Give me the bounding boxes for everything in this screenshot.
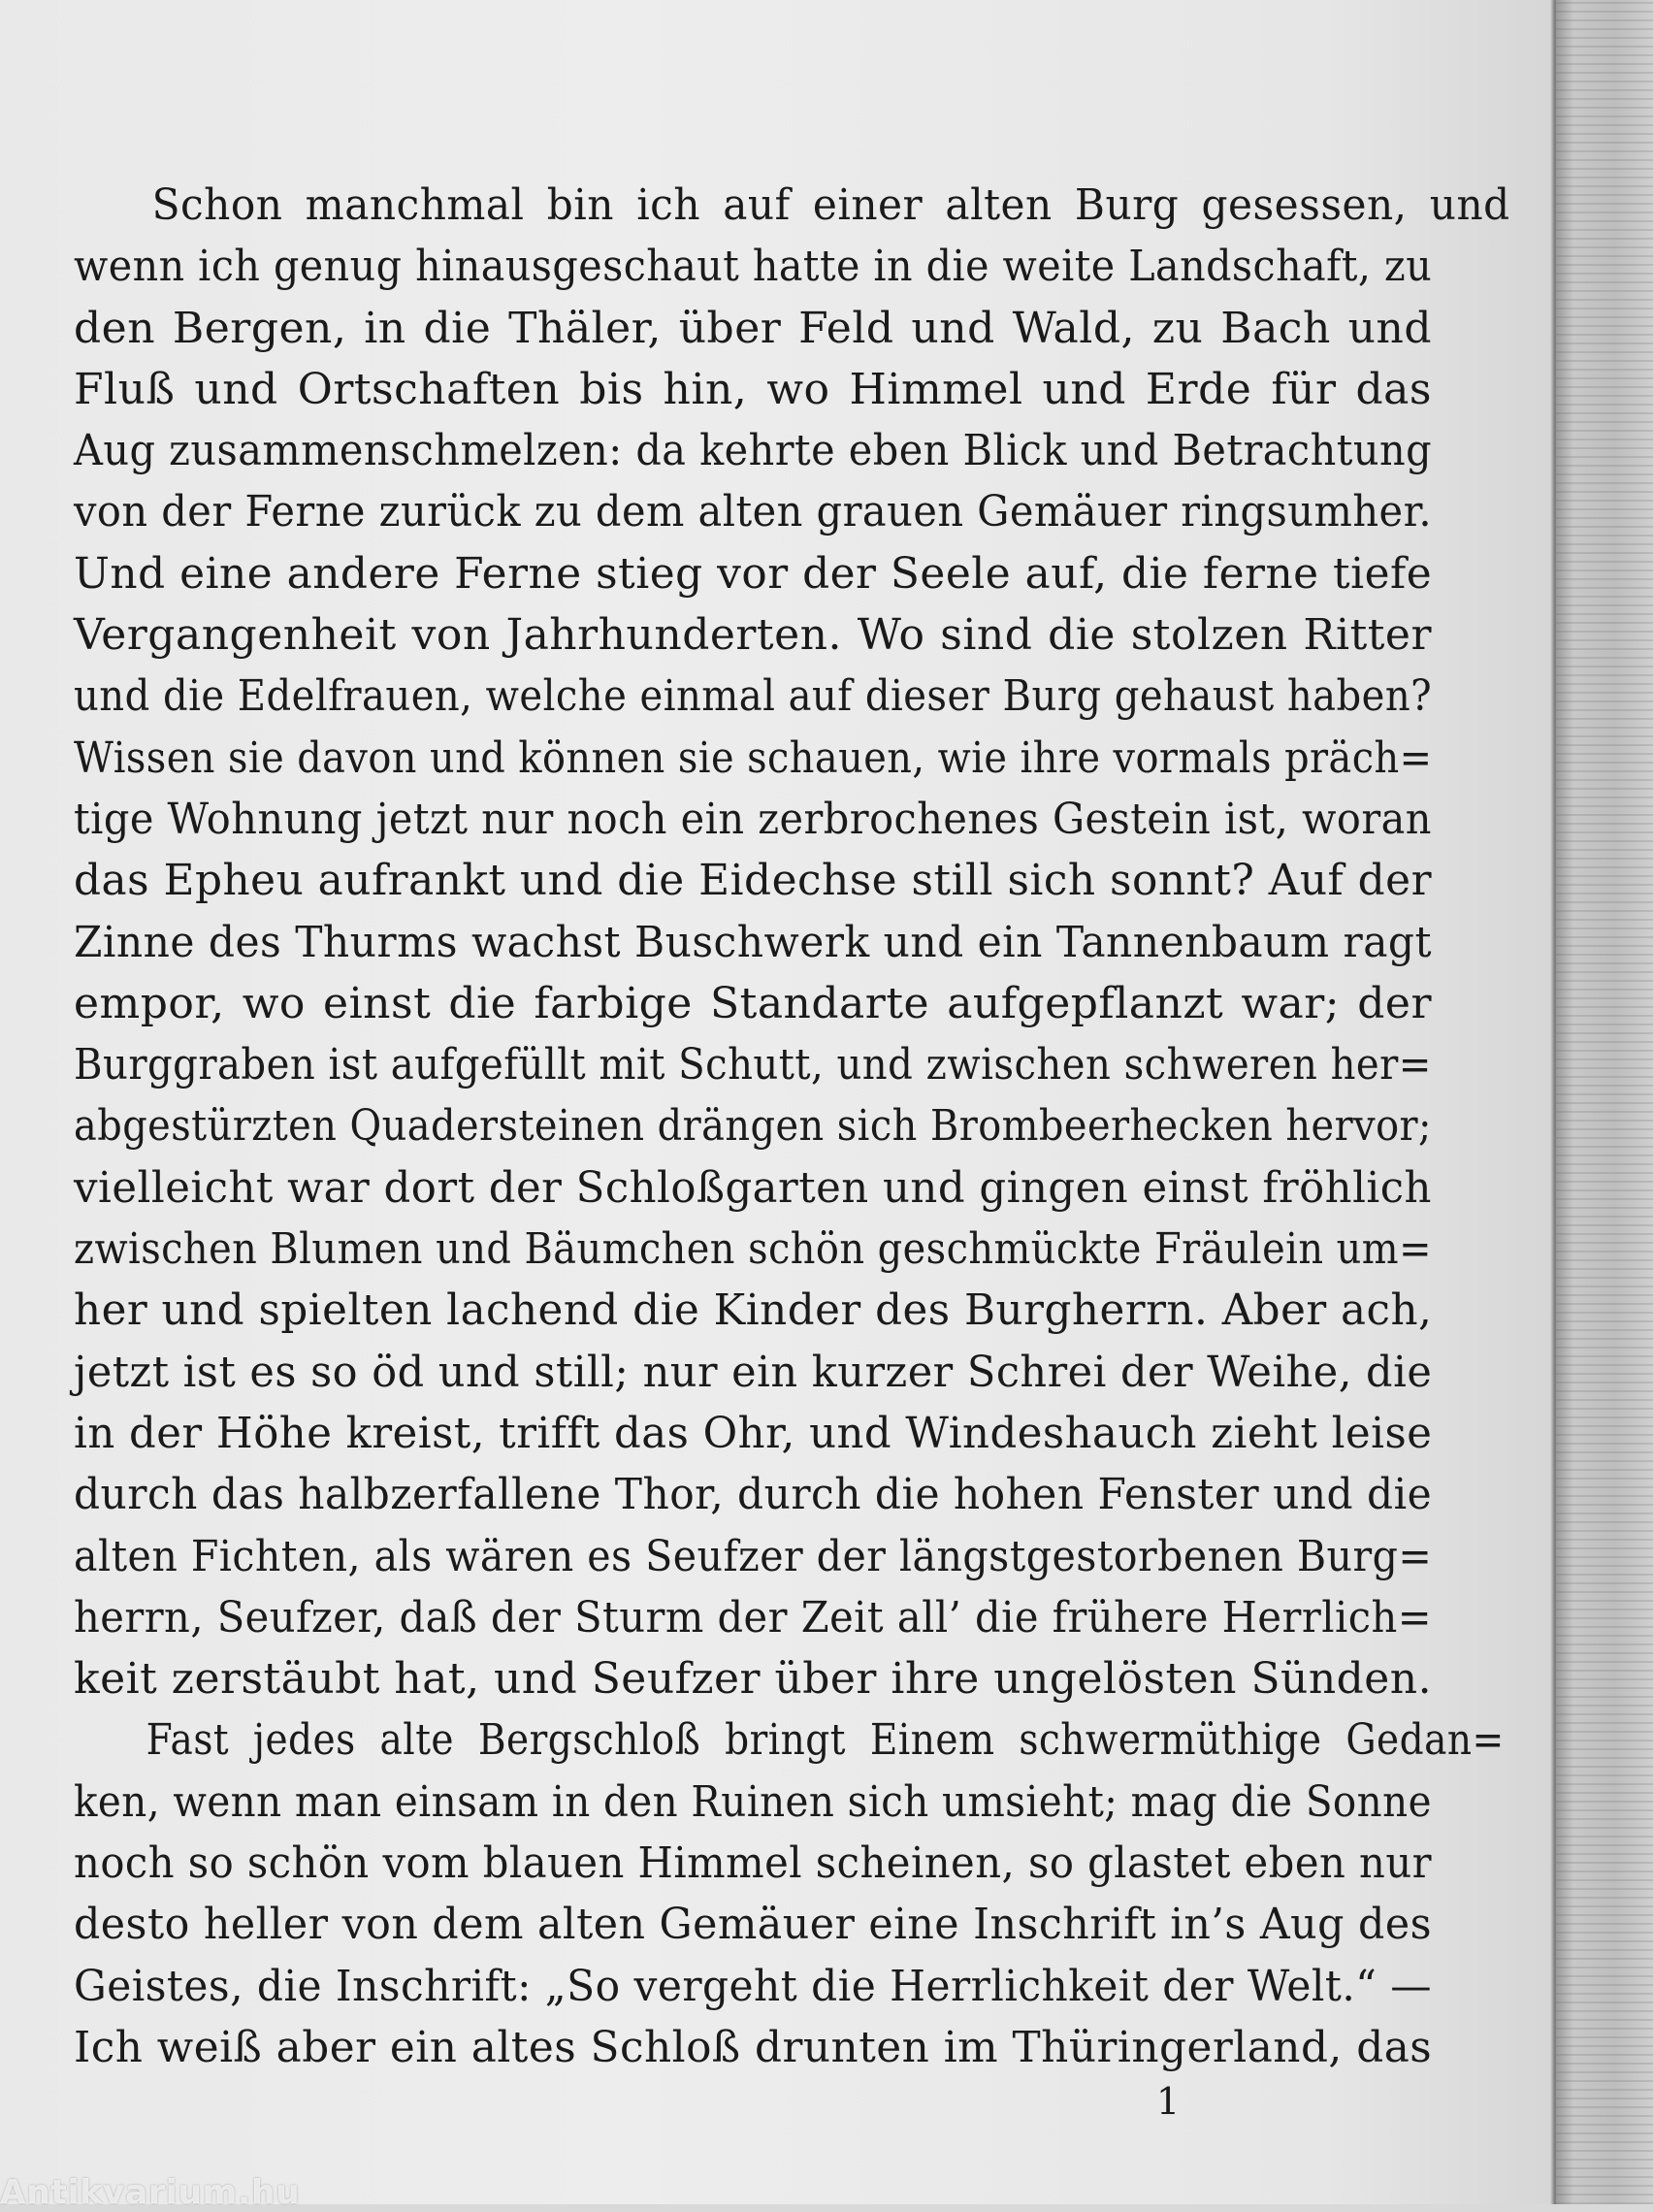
body-text (74, 175, 1510, 2078)
text-line: vielleicht war dort der Schloßgarten und gingen einst fröhlich (74, 1162, 1432, 1213)
text-line: keit zerstäubt hat, und Seufzer über ihre ungelösten Sünden. (74, 1654, 1433, 1705)
text-line: ken, wenn man einsam in den Ruinen sich umsieht; mag die Sonne (74, 1776, 1432, 1827)
text-line: zwischen Blumen und Bäumchen schön geschmückte Fräulein um= (74, 1224, 1432, 1275)
text-line: desto heller von dem alten Gemäuer eine Inschrift in’s Aug des (74, 1900, 1432, 1950)
text-line: Burggraben ist aufgefüllt mit Schutt, und zwischen schweren her= (74, 1040, 1432, 1090)
text-line: Und eine andere Ferne stieg vor der Seele auf, die ferne tiefe (74, 548, 1433, 599)
text-line: jetzt ist es so öd und still; nur ein kurzer Schrei der Weihe, die (74, 1347, 1433, 1397)
text-line: wenn ich genug hinausgeschaut hatte in die weite Landschaft, zu (74, 242, 1433, 292)
text-line: Geistes, die Inschrift: „So vergeht die Herrlichkeit der Welt.“ — (74, 1961, 1433, 2011)
text-line: Fluß und Ortschaften bis hin, wo Himmel und Erde für das (74, 364, 1432, 414)
text-line: Wissen sie davon und können sie schauen, wie ihre vormals präch= (74, 732, 1433, 783)
text-line: Fast jedes alte Bergschloß bringt Einem schwermüthige Gedan= (146, 1715, 1505, 1766)
text-line: empor, wo einst die farbige Standarte aufgepflanzt war; der (74, 978, 1432, 1028)
text-line: und die Edelfrauen, welche einmal auf dieser Burg gehaust haben? (74, 671, 1433, 722)
text-line: Zinne des Thurms wachst Buschwerk und ein Tannenbaum ragt (74, 917, 1433, 967)
page-number: 1 (1156, 2080, 1181, 2123)
watermark: Antikvarium.hu (0, 2173, 301, 2212)
text-line: tige Wohnung jetzt nur noch ein zerbrochenes Gestein ist, woran (74, 794, 1432, 844)
text-line: noch so schön vom blauen Himmel scheinen, so glastet eben nur (74, 1838, 1433, 1889)
text-line: Ich weiß aber ein altes Schloß drunten im Thüringerland, das (74, 2022, 1433, 2072)
text-line: Vergangenheit von Jahrhunderten. Wo sind die stolzen Ritter (74, 610, 1432, 661)
text-line: her und spielten lachend die Kinder des Burgherrn. Aber ach, (74, 1285, 1433, 1336)
text-line: von der Ferne zurück zu dem alten grauen Gemäuer ringsumher. (74, 487, 1433, 537)
text-line: durch das halbzerfallene Thor, durch die hohen Fenster und die (74, 1470, 1433, 1520)
text-line: das Epheu aufrankt und die Eidechse still sich sonnt? Auf der (74, 856, 1432, 906)
text-line: herrn, Seufzer, daß der Sturm der Zeit all’ die frühere Herrlich= (74, 1592, 1433, 1643)
text-line: abgestürzten Quadersteinen drängen sich Brombeerhecken hervor; (74, 1101, 1432, 1152)
text-line: alten Fichten, als wären es Seufzer der längstgestorbenen Burg= (74, 1531, 1433, 1581)
text-line: den Bergen, in die Thäler, über Feld und Wald, zu Bach und (74, 303, 1432, 353)
text-line: Schon manchmal bin ich auf einer alten Burg gesessen, und (151, 180, 1510, 230)
book-gutter (1556, 0, 1653, 2204)
text-line: in der Höhe kreist, trifft das Ohr, und Windeshauch zieht leise (74, 1408, 1433, 1458)
text-line: Aug zusammenschmelzen: da kehrte eben Blick und Betrachtung (74, 426, 1433, 476)
